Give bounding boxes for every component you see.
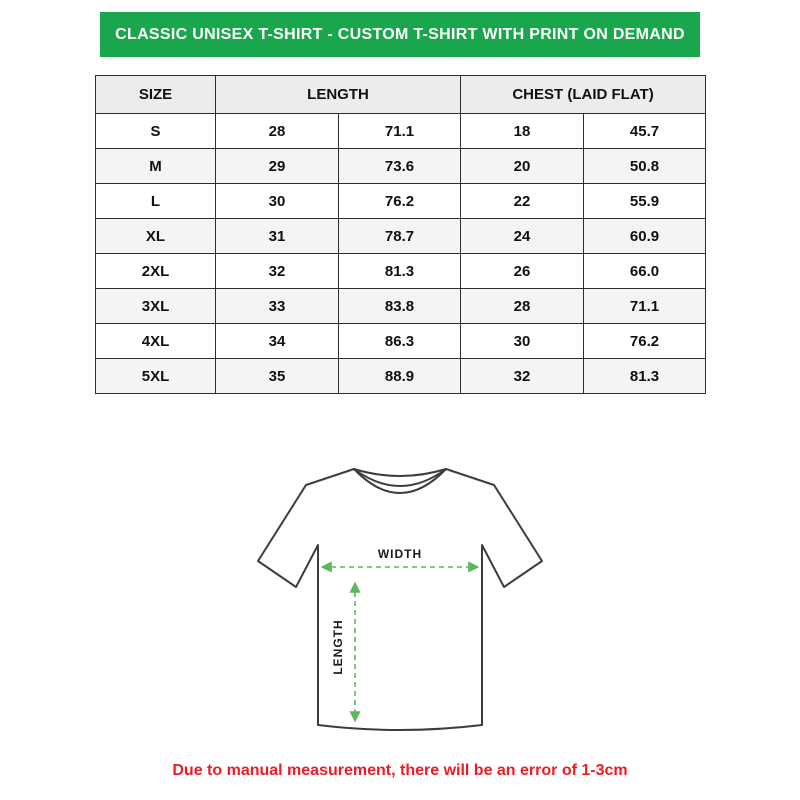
header-length: LENGTH — [216, 76, 461, 114]
table-header-row — [96, 76, 706, 114]
cell-length-in: 33 — [216, 289, 339, 324]
cell-chest-in: 26 — [461, 254, 584, 289]
cell-chest-in: 28 — [461, 289, 584, 324]
cell-size: 2XL — [96, 254, 216, 289]
cell-length-in: 28 — [216, 114, 339, 149]
table-row — [96, 324, 706, 359]
cell-chest-in: 20 — [461, 149, 584, 184]
cell-size: 3XL — [96, 289, 216, 324]
table-row — [96, 289, 706, 324]
cell-length-cm: 81.3 — [339, 254, 461, 289]
tshirt-outline-drawing — [258, 469, 542, 730]
header-chest: CHEST (LAID FLAT) — [461, 76, 706, 114]
table-row — [96, 114, 706, 149]
cell-length-cm: 76.2 — [339, 184, 461, 219]
length-label: LENGTH — [331, 619, 345, 675]
table-row — [96, 359, 706, 394]
width-label: WIDTH — [377, 547, 423, 561]
cell-chest-in: 30 — [461, 324, 584, 359]
table-row — [96, 149, 706, 184]
cell-chest-in: 18 — [461, 114, 584, 149]
cell-size: 5XL — [96, 359, 216, 394]
cell-size: XL — [96, 219, 216, 254]
cell-length-in: 29 — [216, 149, 339, 184]
cell-length-in: 30 — [216, 184, 339, 219]
cell-length-in: 34 — [216, 324, 339, 359]
cell-length-in: 31 — [216, 219, 339, 254]
title-banner — [100, 12, 700, 57]
cell-chest-in: 22 — [461, 184, 584, 219]
table-row — [96, 219, 706, 254]
size-chart-table — [95, 75, 706, 394]
cell-chest-in: 24 — [461, 219, 584, 254]
cell-size: 4XL — [96, 324, 216, 359]
tshirt-measure-diagram — [250, 445, 550, 745]
cell-chest-cm: 66.0 — [584, 254, 706, 289]
cell-chest-cm: 76.2 — [584, 324, 706, 359]
tshirt-body-outline — [258, 469, 542, 730]
header-size: SIZE — [96, 76, 216, 114]
cell-chest-cm: 45.7 — [584, 114, 706, 149]
cell-size: M — [96, 149, 216, 184]
measurement-error-note: Due to manual measurement, there will be an error of 1-3cm — [172, 762, 628, 779]
cell-length-cm: 86.3 — [339, 324, 461, 359]
cell-length-in: 35 — [216, 359, 339, 394]
cell-length-cm: 73.6 — [339, 149, 461, 184]
cell-chest-cm: 60.9 — [584, 219, 706, 254]
cell-chest-cm: 81.3 — [584, 359, 706, 394]
cell-chest-in: 32 — [461, 359, 584, 394]
page-title: CLASSIC UNISEX T-SHIRT - CUSTOM T-SHIRT WITH PRINT ON DEMAND — [115, 25, 685, 43]
cell-size: L — [96, 184, 216, 219]
cell-length-cm: 71.1 — [339, 114, 461, 149]
cell-chest-cm: 71.1 — [584, 289, 706, 324]
cell-length-in: 32 — [216, 254, 339, 289]
cell-length-cm: 78.7 — [339, 219, 461, 254]
cell-chest-cm: 50.8 — [584, 149, 706, 184]
cell-chest-cm: 55.9 — [584, 184, 706, 219]
cell-size: S — [96, 114, 216, 149]
cell-length-cm: 88.9 — [339, 359, 461, 394]
cell-length-cm: 83.8 — [339, 289, 461, 324]
table-row — [96, 254, 706, 289]
table-row — [96, 184, 706, 219]
